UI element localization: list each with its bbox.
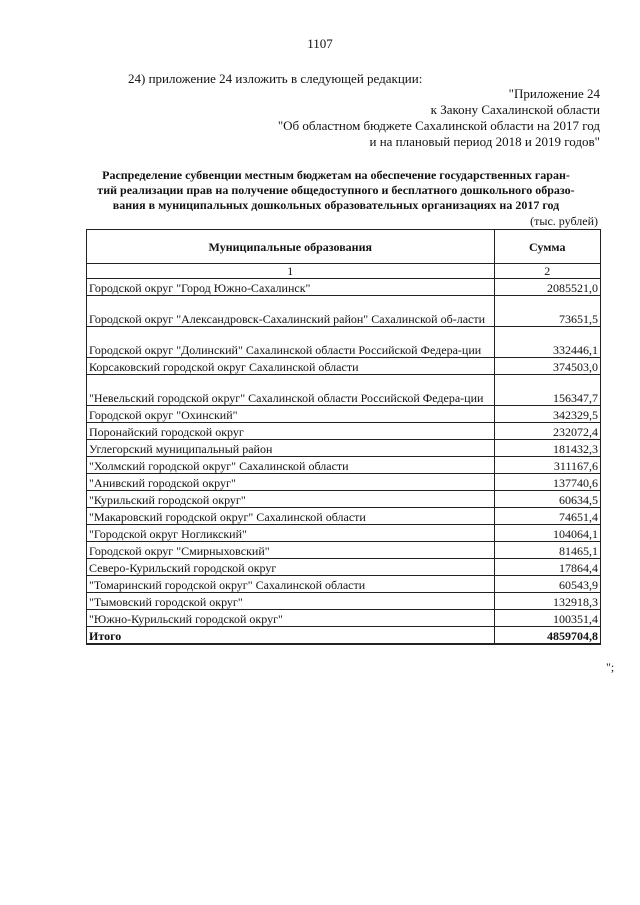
table-row [87, 358, 601, 375]
municipality-name: "Томаринский городской округ" Сахалинской области [87, 576, 495, 593]
column-number: 1 [87, 264, 495, 279]
sum-value: 181432,3 [494, 440, 600, 457]
annex-line: и на плановый период 2018 и 2019 годов" [369, 134, 600, 149]
intro-text: 24) приложение 24 изложить в следующей редакции: [128, 71, 423, 86]
sum-value: 73651,5 [494, 296, 600, 327]
heading-line: Распределение субвенции местным бюджетам на обеспечение государственных гаран- [102, 168, 570, 182]
heading-line: вания в муниципальных дошкольных образовательных организациях на 2017 год [112, 198, 560, 212]
municipality-name: "Курильский городской округ" [87, 491, 495, 508]
municipality-name: Городской округ "Долинский" Сахалинской области Российской Федера-ции [87, 327, 495, 358]
sum-value: 17864,4 [494, 559, 600, 576]
municipality-name: Корсаковский городской округ Сахалинской области [87, 358, 495, 375]
table-row [87, 559, 601, 576]
table-row [87, 406, 601, 423]
municipality-name: "Городской округ Ногликский" [87, 525, 495, 542]
municipality-name: Углегорский муниципальный район [87, 440, 495, 457]
table-row [87, 576, 601, 593]
sum-value: 137740,6 [494, 474, 600, 491]
subsidy-table [86, 229, 601, 645]
sum-value: 232072,4 [494, 423, 600, 440]
table-row [87, 296, 601, 327]
header-row [87, 230, 601, 264]
municipality-name: Городской округ "Город Южно-Сахалинск" [87, 279, 495, 296]
table-row [87, 525, 601, 542]
sum-value: 156347,7 [494, 375, 600, 406]
sum-value: 100351,4 [494, 610, 600, 627]
table-row [87, 423, 601, 440]
table-row [87, 375, 601, 406]
table-row [87, 474, 601, 491]
municipality-name: "Макаровский городской округ" Сахалинской области [87, 508, 495, 525]
sum-value: 74651,4 [494, 508, 600, 525]
annex-reference [278, 86, 600, 150]
municipality-name: "Холмский городской округ" Сахалинской области [87, 457, 495, 474]
sum-value: 104064,1 [494, 525, 600, 542]
column-number-row [87, 264, 601, 279]
annex-line: к Закону Сахалинской области [430, 102, 600, 117]
table-row [87, 440, 601, 457]
table-row [87, 508, 601, 525]
municipality-name: Городской округ "Смирныховский" [87, 542, 495, 559]
sum-value: 132918,3 [494, 593, 600, 610]
heading-line: тий реализации прав на получение общедоступного и бесплатного дошкольного образо- [97, 183, 575, 197]
table-row [87, 593, 601, 610]
table-row [87, 610, 601, 627]
units-label: (тыс. рублей) [530, 214, 598, 228]
table-row [87, 279, 601, 296]
municipality-name: Городской округ "Александровск-Сахалинский район" Сахалинской об-ласти [87, 296, 495, 327]
municipality-name: Северо-Курильский городской округ [87, 559, 495, 576]
sum-value: 2085521,0 [494, 279, 600, 296]
sum-value: 374503,0 [494, 358, 600, 375]
header-sum: Сумма [494, 230, 600, 264]
annex-line: "Приложение 24 [508, 86, 600, 101]
total-row [87, 627, 601, 645]
municipality-name: "Анивский городской округ" [87, 474, 495, 491]
sum-value: 332446,1 [494, 327, 600, 358]
total-label: Итого [87, 627, 495, 645]
total-sum: 4859704,8 [494, 627, 600, 645]
closing-quote: "; [606, 660, 615, 674]
municipality-name: Поронайский городской округ [87, 423, 495, 440]
sum-value: 60543,9 [494, 576, 600, 593]
page-number: 1107 [307, 36, 333, 51]
sum-value: 311167,6 [494, 457, 600, 474]
table-row [87, 491, 601, 508]
municipality-name: "Невельский городской округ" Сахалинской области Российской Федера-ции [87, 375, 495, 406]
municipality-name: "Тымовский городской округ" [87, 593, 495, 610]
annex-line: "Об областном бюджете Сахалинской области на 2017 год [277, 118, 600, 133]
table-row [87, 542, 601, 559]
sum-value: 342329,5 [494, 406, 600, 423]
column-number: 2 [494, 264, 600, 279]
municipality-name: Городской округ "Охинский" [87, 406, 495, 423]
municipality-name: "Южно-Курильский городской округ" [87, 610, 495, 627]
sum-value: 81465,1 [494, 542, 600, 559]
header-municipality: Муниципальные образования [87, 230, 495, 264]
table-row [87, 457, 601, 474]
table-row [87, 327, 601, 358]
sum-value: 60634,5 [494, 491, 600, 508]
table-body [87, 264, 601, 645]
table-heading [72, 168, 600, 213]
